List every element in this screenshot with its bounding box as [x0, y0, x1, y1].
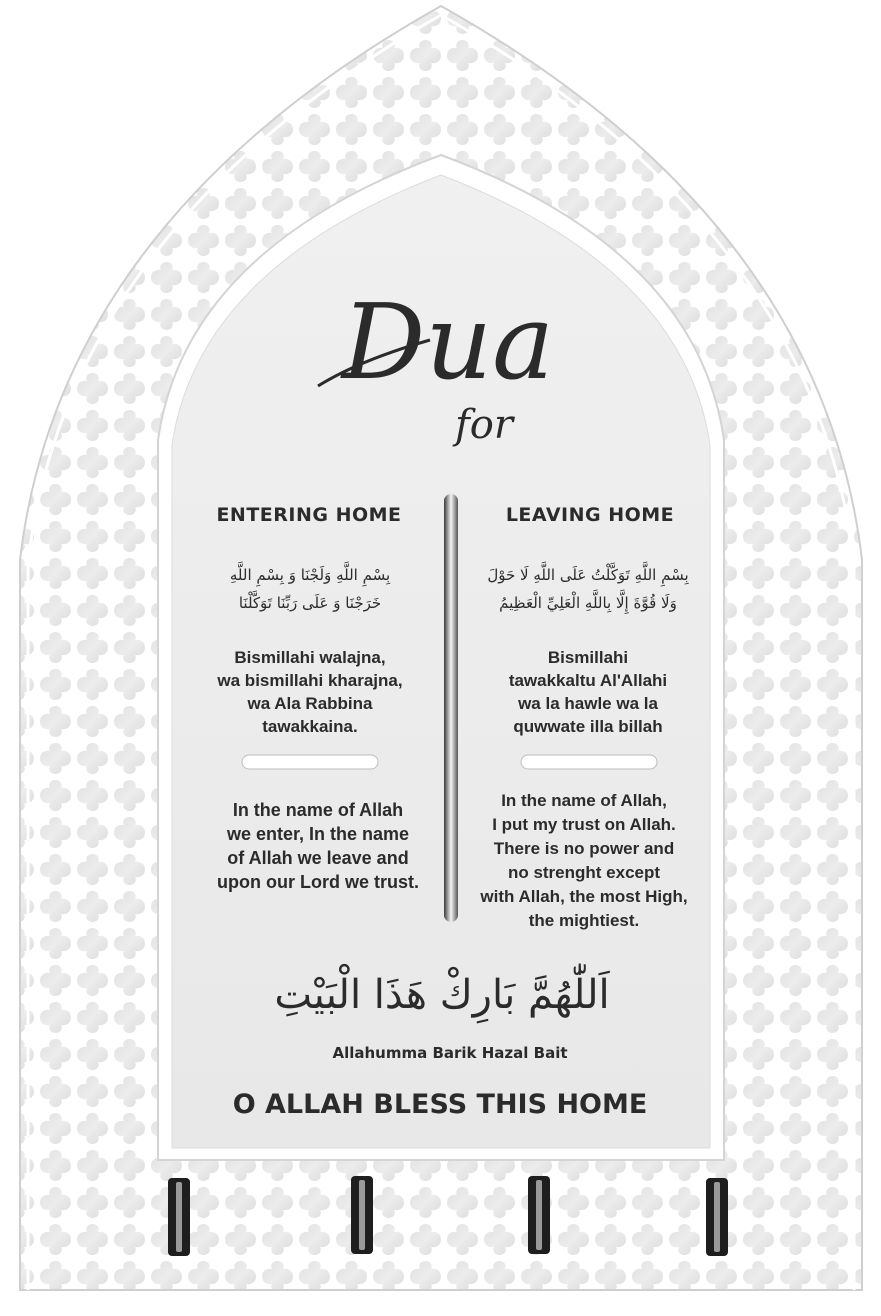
left-translit-line-1: Bismillahi walajna, [234, 648, 386, 667]
bottom-arabic: اَللّٰهُمَّ بَارِكْ هَذَا الْبَيْتِ [274, 972, 610, 1018]
right-separator-slot [521, 755, 657, 769]
left-separator-slot [242, 755, 378, 769]
right-arabic-line-2: وَلَا قُوَّةَ إِلَّا بِاللَّهِ الْعَلِيِّ الْعَظِيمُ [499, 594, 677, 612]
right-translit-line-2: tawakkaltu Al'Allahi [508, 671, 668, 690]
right-translation-line-4: no strenght except [507, 863, 661, 882]
right-translation-line-2: I put my trust on Allah. [492, 815, 676, 834]
right-translation-line-1: In the name of Allah, [501, 791, 667, 810]
bottom-transliteration: Allahumma Barik Hazal Bait [332, 1044, 568, 1062]
center-divider-slot [444, 494, 458, 922]
left-arabic-line-2: خَرَجْنَا وَ عَلَى رَبِّنَا تَوَكَّلْنَا [238, 594, 382, 612]
hook-3 [528, 1176, 550, 1254]
left-translit-line-3: wa Ala Rabbina [247, 694, 373, 713]
hook-2 [351, 1176, 373, 1254]
right-translation-line-6: the mightiest. [528, 911, 640, 930]
right-heading: LEAVING HOME [505, 504, 675, 526]
left-translit-line-2: wa bismillahi kharajna, [217, 671, 403, 690]
hook-4 [706, 1178, 728, 1256]
hook-1 [168, 1178, 190, 1256]
right-arabic-line-1: بِسْمِ اللَّهِ تَوَكَّلْتُ عَلَى اللَّهِ لَا حَوْلَ [487, 566, 689, 584]
title-dua: Dua [341, 281, 555, 403]
right-translation-line-3: There is no power and [493, 839, 675, 858]
bottom-translation: O ALLAH BLESS THIS HOME [232, 1089, 648, 1120]
right-translit-line-1: Bismillahi [547, 648, 629, 667]
subtitle-for: for [454, 402, 514, 448]
right-translit-line-4: quwwate illa billah [513, 717, 663, 736]
left-translit-line-4: tawakkaina. [262, 717, 358, 736]
left-translation-line-3: of Allah we leave and [227, 848, 409, 868]
left-heading: ENTERING HOME [216, 504, 402, 526]
left-translation-line-2: we enter, In the name [226, 824, 410, 844]
right-translit-line-3: wa la hawle wa la [518, 694, 658, 713]
left-translation-line-1: In the name of Allah [232, 800, 404, 820]
left-arabic-line-1: بِسْمِ اللَّهِ وَلَجْنَا وَ بِسْمِ اللَّهِ [229, 566, 391, 584]
right-translation-line-5: with Allah, the most High, [480, 887, 688, 906]
left-translation-line-4: upon our Lord we trust. [217, 872, 419, 892]
